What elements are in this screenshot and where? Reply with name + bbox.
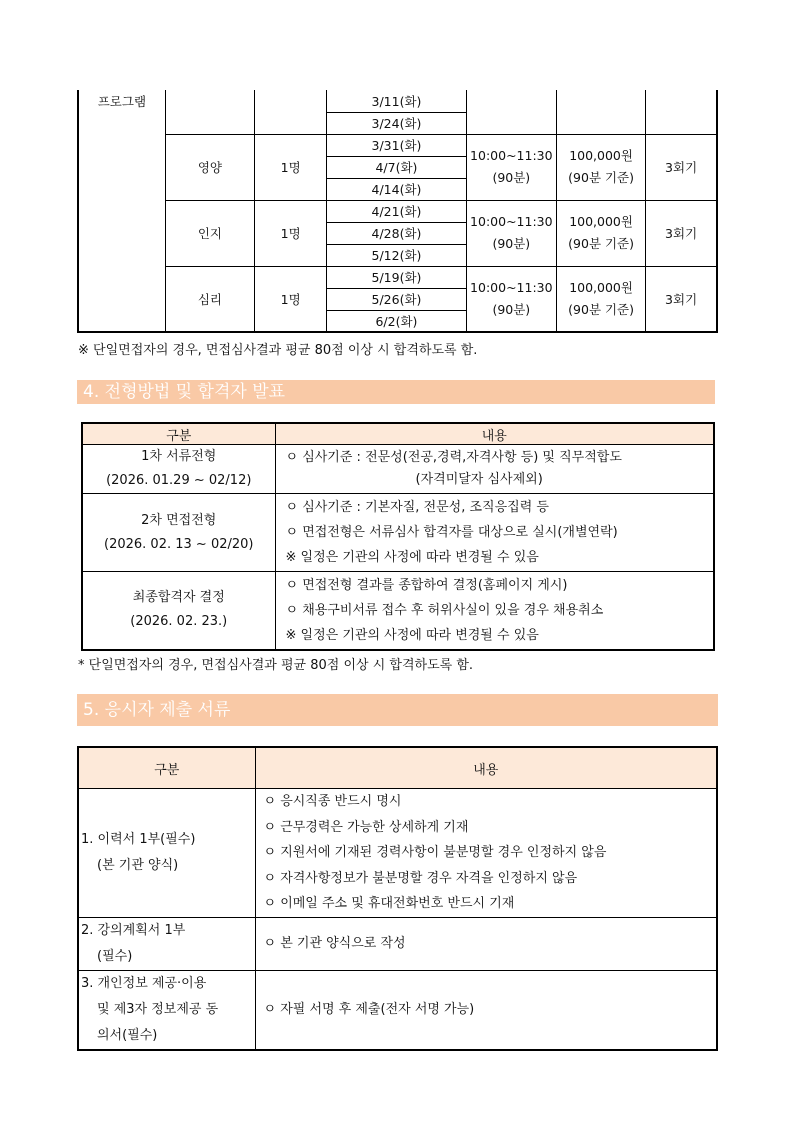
table-row-content: ㅇ 심사기준 : 전문성(전공,경력,자격사항 등) 및 직무적합도 (자격미달자 심사제외) [275,445,714,494]
date-cell: 4/21(화) [327,200,466,222]
date-cell: 3/11(화) [327,90,466,112]
fee-cell: 100,000원 (90분 기준) [556,266,645,332]
table-row-label: 3. 개인정보 제공·이용 및 제3자 정보제공 동 의서(필수) [78,970,255,1050]
program-label-cell [78,90,165,332]
sessions-cell: 3회기 [646,134,717,200]
table-row-label: 2. 강의계획서 1부 (필수) [78,917,255,970]
column-header-category: 구분 [78,747,255,789]
date-cell: 3/24(화) [327,112,466,134]
program-schedule-table [77,90,718,333]
selection-note: * 단일면접자의 경우, 면접심사결과 평균 80점 이상 시 합격하도록 함. [78,658,474,673]
table-row-content: ㅇ 면접전형 결과를 종합하여 결정(홈페이지 게시) ㅇ 채용구비서류 접수 후 허위사실이 있을 경우 채용취소 ※ 일정은 기관의 사정에 따라 변경될 수 있음 [275,572,714,650]
area-cell: 영양 [165,134,254,200]
date-cell: 4/14(화) [327,178,466,200]
column-header-category: 구분 [82,423,275,445]
required-documents-table [77,746,718,1051]
date-cell: 5/26(화) [327,288,466,310]
count-cell: 1명 [255,200,327,266]
date-cell: 3/31(화) [327,134,466,156]
selection-method-table [81,422,715,651]
table-row-label: 2차 면접전형 (2026. 02. 13 ~ 02/20) [82,494,275,572]
table-row-label: 최종합격자 결정 (2026. 02. 23.) [82,572,275,650]
column-header-content: 내용 [255,747,717,789]
table-row-content: ㅇ 심사기준 : 기본자질, 전문성, 조직응집력 등 ㅇ 면접전형은 서류심사 합격자를 대상으로 실시(개별연락) ※ 일정은 기관의 사정에 따라 변경될 수 있음 [275,494,714,572]
time-cell: 10:00~11:30 (90분) [466,266,556,332]
area-cell: 심리 [165,266,254,332]
program-label: 프로그램 [97,94,147,109]
table-row-label: 1차 서류전형 (2026. 01.29 ~ 02/12) [82,445,275,494]
date-cell: 6/2(화) [327,310,466,332]
section-4-heading: 4. 전형방법 및 합격자 발표 [77,380,715,404]
date-cell: 5/12(화) [327,244,466,266]
table-row-content: ㅇ 자필 서명 후 제출(전자 서명 가능) [255,970,717,1050]
date-cell: 4/7(화) [327,156,466,178]
table-row-content: ㅇ 본 기관 양식으로 작성 [255,917,717,970]
area-cell: 인지 [165,200,254,266]
count-cell: 1명 [255,266,327,332]
table-row-content: ㅇ 응시직종 반드시 명시 ㅇ 근무경력은 가능한 상세하게 기재 ㅇ 지원서에 기재된 경력사항이 불분명할 경우 인정하지 않음 ㅇ 자격사항정보가 불분명할 경우 자격을 인정하지 않음 ㅇ 이메일 주소 및 휴대전화번호 반드시 기재 [255,789,717,918]
section-5-heading: 5. 응시자 제출 서류 [77,694,718,726]
column-header-content: 내용 [275,423,714,445]
date-cell: 4/28(화) [327,222,466,244]
fee-cell: 100,000원 (90분 기준) [556,134,645,200]
time-cell: 10:00~11:30 (90분) [466,200,556,266]
sessions-cell: 3회기 [646,200,717,266]
fee-cell: 100,000원 (90분 기준) [556,200,645,266]
sessions-cell: 3회기 [646,266,717,332]
count-cell: 1명 [255,134,327,200]
table-row-label: 1. 이력서 1부(필수) (본 기관 양식) [78,789,255,918]
date-cell: 5/19(화) [327,266,466,288]
program-note: ※ 단일면접자의 경우, 면접심사결과 평균 80점 이상 시 합격하도록 함. [78,343,478,358]
time-cell: 10:00~11:30 (90분) [466,134,556,200]
